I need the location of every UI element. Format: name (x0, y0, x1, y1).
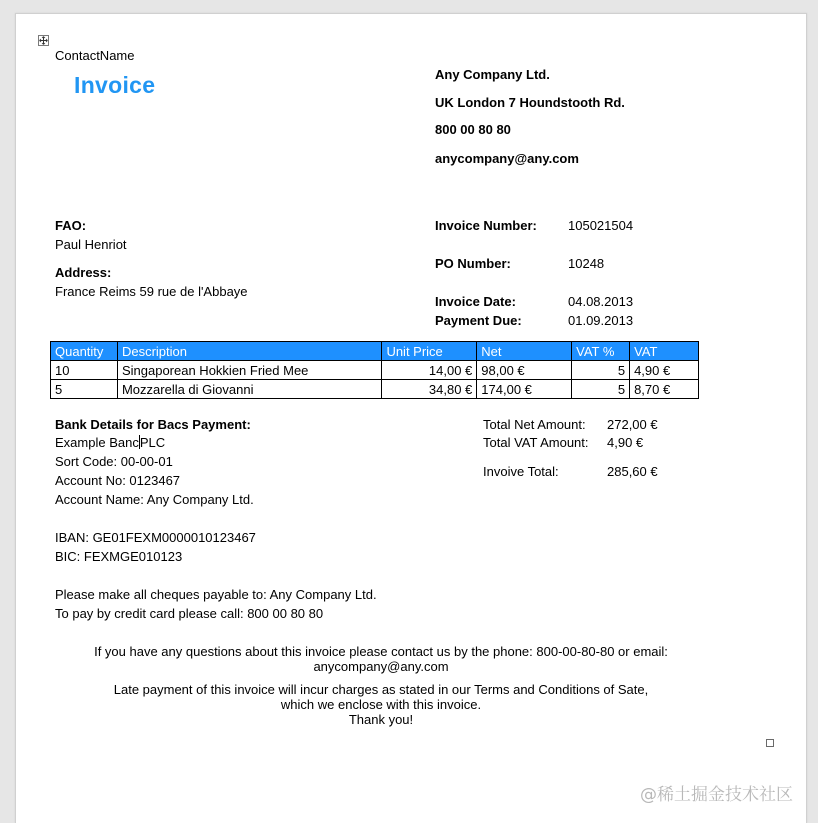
late-payment-line-2: which we enclose with this invoice. (280, 697, 482, 712)
fao-value: Paul Henriot (55, 237, 127, 252)
payment-due-label: Payment Due: (435, 313, 522, 328)
iban: IBAN: GE01FEXM0000010123467 (55, 530, 256, 545)
payment-due-value: 01.09.2013 (568, 313, 634, 328)
total-vat-value: 4,90 € (607, 435, 644, 450)
column-header-unit-price: Unit Price (382, 342, 477, 361)
invoice-number-value: 105021504 (568, 218, 634, 233)
invoice-title: Invoice (74, 72, 156, 98)
cell-vat-percent[interactable]: 5 (572, 380, 630, 399)
invoice-date-label: Invoice Date: (435, 294, 516, 309)
cell-vat[interactable]: 8,70 € (630, 380, 699, 399)
fao-label: FAO: (55, 218, 87, 233)
cell-vat[interactable]: 4,90 € (630, 361, 699, 380)
cell-net[interactable]: 98,00 € (477, 361, 572, 380)
po-number-value: 10248 (568, 256, 605, 271)
bank-name-part: Example Banc (55, 435, 139, 450)
credit-card-note: To pay by credit card please call: 800 00 80 80 (55, 606, 324, 621)
total-net-label: Total Net Amount: (483, 417, 586, 432)
contact-name-field: ContactName (55, 48, 135, 63)
late-payment-line-1: Late payment of this invoice will incur charges as stated in our Terms and Conditions of Sate, (113, 682, 649, 697)
watermark: @稀土掘金技术社区 (640, 785, 793, 805)
invoice-number-label: Invoice Number: (435, 218, 537, 233)
invoice-items-table (50, 341, 699, 399)
table-resize-handle-icon[interactable] (766, 739, 774, 747)
cell-vat-percent[interactable]: 5 (572, 361, 630, 380)
table-move-handle-icon[interactable] (38, 35, 49, 46)
bank-details-heading: Bank Details for Bacs Payment: (55, 417, 251, 432)
company-name: Any Company Ltd. (435, 67, 550, 82)
bic: BIC: FEXMGE010123 (55, 549, 183, 564)
company-address: UK London 7 Houndstooth Rd. (435, 95, 625, 110)
questions-line-1: If you have any questions about this invoice please contact us by the phone: 800-00-80-80 or email: (94, 644, 668, 659)
po-number-label: PO Number: (435, 256, 511, 271)
column-header-description: Description (117, 342, 381, 361)
invoice-total-label: Invoive Total: (483, 464, 559, 479)
bank-name (55, 435, 165, 450)
questions-line-2: anycompany@any.com (313, 659, 449, 674)
table-row (51, 380, 699, 399)
column-header-vat-percent: VAT % (572, 342, 630, 361)
document-page (15, 13, 807, 823)
bank-name-part: PLC (139, 435, 166, 450)
column-header-quantity: Quantity (51, 342, 118, 361)
cell-description[interactable]: Singaporean Hokkien Fried Mee (117, 361, 381, 380)
account-name: Account Name: Any Company Ltd. (55, 492, 254, 507)
column-header-net: Net (477, 342, 572, 361)
invoice-date-value: 04.08.2013 (568, 294, 634, 309)
total-vat-label: Total VAT Amount: (483, 435, 589, 450)
sort-code: Sort Code: 00-00-01 (55, 454, 173, 469)
cell-net[interactable]: 174,00 € (477, 380, 572, 399)
company-phone: 800 00 80 80 (435, 122, 511, 137)
address-label: Address: (55, 265, 112, 280)
table-row (51, 361, 699, 380)
company-email: anycompany@any.com (435, 151, 579, 166)
cheques-note: Please make all cheques payable to: Any Company Ltd. (55, 587, 377, 602)
cell-description[interactable]: Mozzarella di Giovanni (117, 380, 381, 399)
thank-you-text: Thank you! (348, 712, 414, 727)
cell-quantity[interactable]: 10 (51, 361, 118, 380)
cell-unit-price[interactable]: 14,00 € (382, 361, 477, 380)
cell-unit-price[interactable]: 34,80 € (382, 380, 477, 399)
total-net-value: 272,00 € (607, 417, 658, 432)
address-value: France Reims 59 rue de l'Abbaye (55, 284, 248, 299)
column-header-vat: VAT (630, 342, 699, 361)
cell-quantity[interactable]: 5 (51, 380, 118, 399)
account-number: Account No: 0123467 (55, 473, 181, 488)
table-header-row (51, 342, 699, 361)
invoice-total-value: 285,60 € (607, 464, 658, 479)
